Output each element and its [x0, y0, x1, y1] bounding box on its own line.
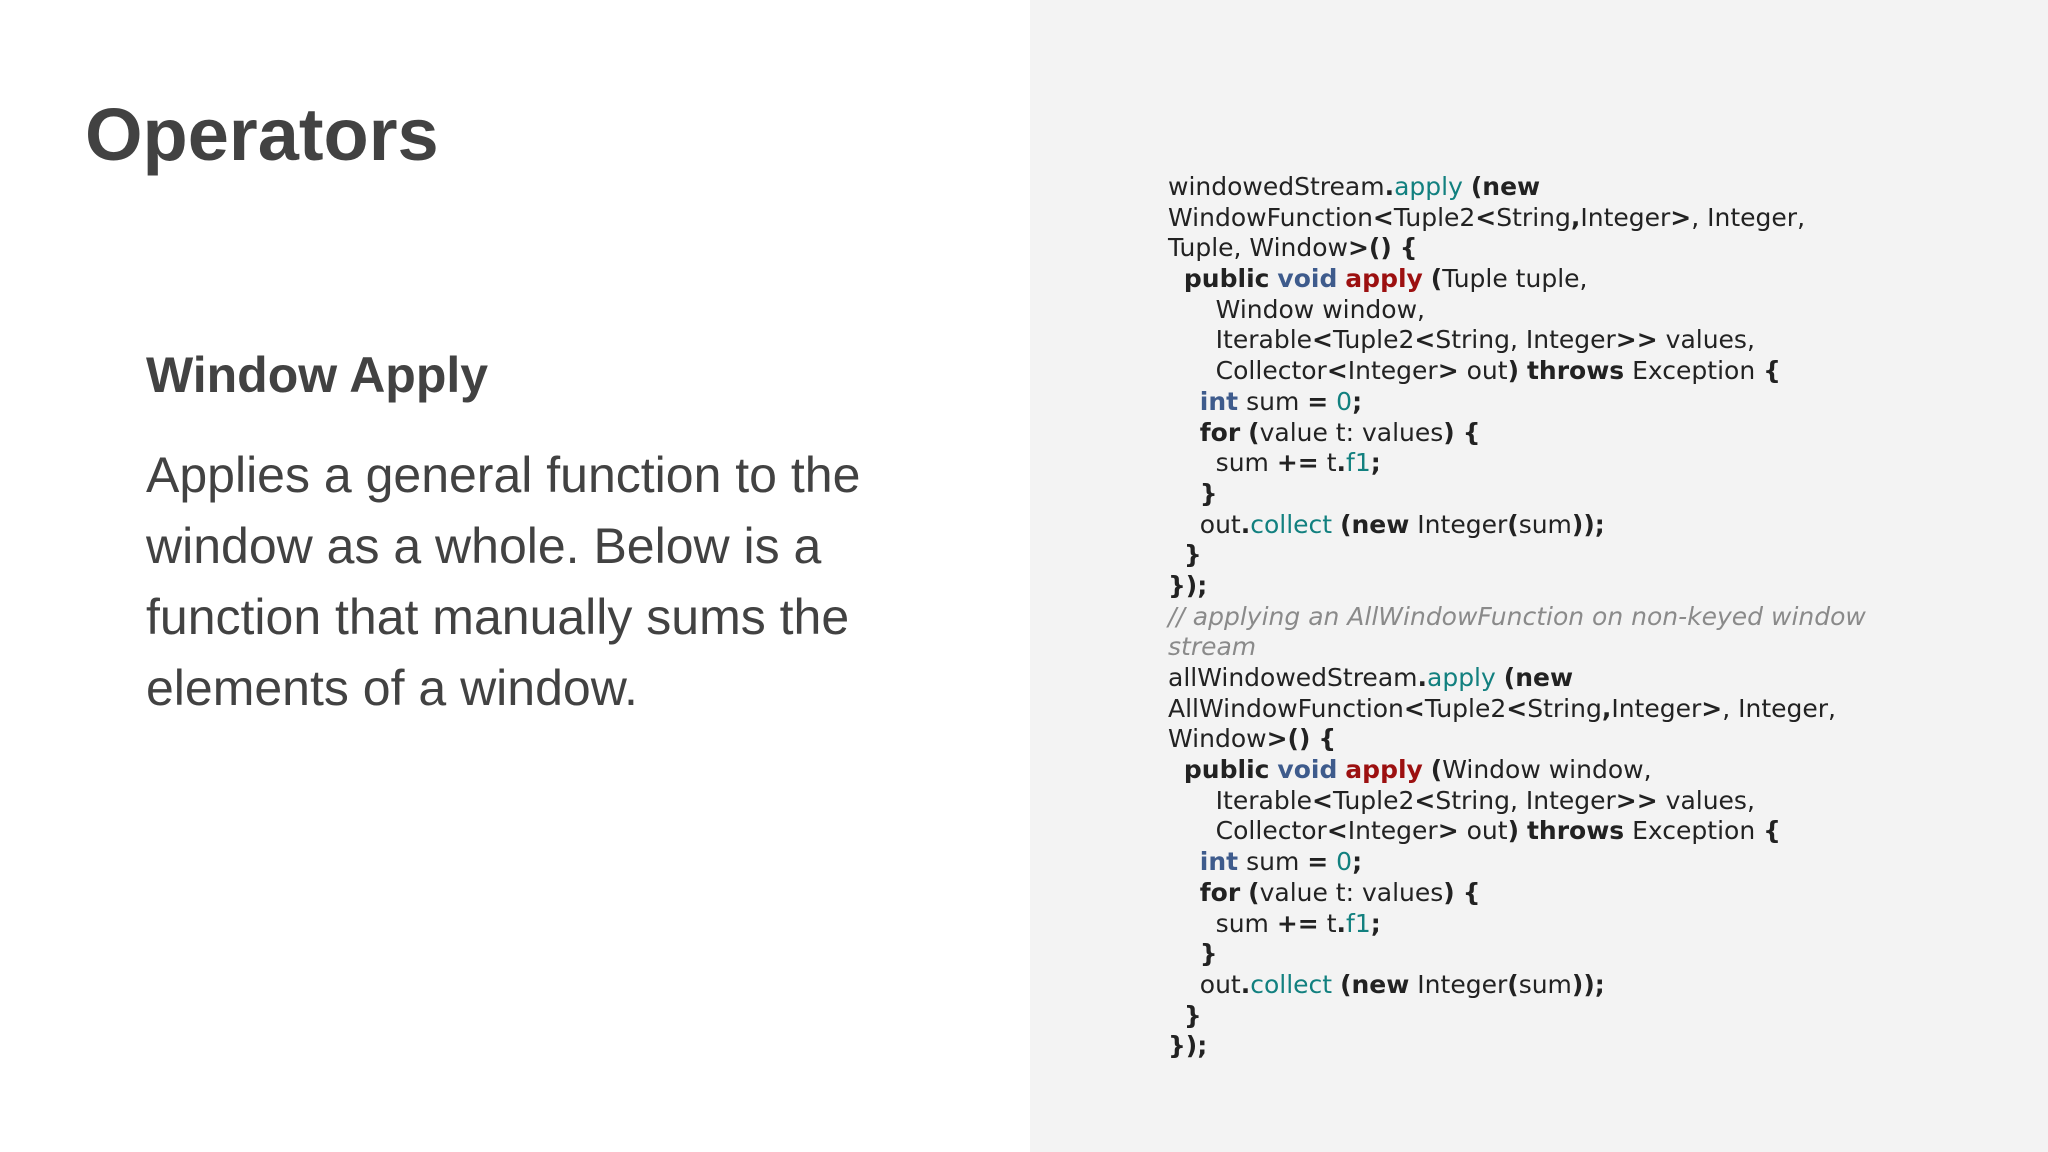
code-token: +=: [1276, 448, 1319, 478]
code-token: apply: [1427, 663, 1496, 692]
code-token: (: [1430, 264, 1443, 294]
code-token: [1519, 356, 1527, 385]
code-token: apply: [1345, 264, 1423, 294]
code-line: [1168, 264, 1958, 295]
code-token: Tuple2: [1332, 325, 1415, 355]
code-line: [1168, 356, 1958, 387]
code-token: throws: [1526, 356, 1625, 386]
code-line: [1168, 540, 1958, 571]
code-token: [1332, 970, 1340, 999]
code-token: (: [1470, 172, 1483, 201]
code-token: Window window,: [1442, 755, 1652, 785]
code-token: value t: values: [1259, 417, 1444, 447]
code-token: throws: [1526, 816, 1625, 846]
code-token: [1328, 387, 1336, 416]
code-token: String: [1527, 693, 1602, 723]
code-token: new: [1351, 509, 1410, 539]
code-token: .: [1336, 908, 1347, 938]
code-token: new: [1482, 172, 1541, 201]
code-token: [1168, 418, 1200, 447]
code-line: [1168, 632, 1958, 663]
code-token: out: [1458, 356, 1508, 386]
code-token: t: [1318, 908, 1337, 938]
code-token: [1455, 878, 1463, 907]
code-block: [1168, 172, 1958, 1062]
code-token: (: [1248, 877, 1260, 907]
slide-body-text: Applies a general function to the window as a whole. Below is a function that manually sums the elements of a window.: [146, 447, 861, 716]
code-token: public: [1183, 264, 1270, 294]
code-line: [1168, 418, 1958, 449]
code-token: for: [1199, 417, 1241, 447]
code-token: <: [1506, 693, 1528, 723]
code-token: t: [1318, 448, 1337, 478]
code-token: collect: [1250, 509, 1333, 539]
code-token: [1332, 510, 1340, 539]
code-token: <: [1312, 325, 1333, 355]
code-token: Tuple2: [1393, 202, 1476, 232]
code-token: sum: [1238, 386, 1308, 416]
code-token: Exception: [1624, 816, 1764, 846]
code-line: [1168, 1001, 1958, 1032]
code-token: Window window,: [1168, 294, 1425, 324]
code-token: <: [1414, 325, 1436, 355]
code-token: [1240, 878, 1248, 907]
code-token: >: [1701, 693, 1723, 723]
code-token: .: [1384, 172, 1395, 201]
code-token: }: [1183, 540, 1202, 570]
code-token: {: [1318, 724, 1337, 754]
code-token: , Integer,: [1722, 693, 1837, 723]
code-token: new: [1515, 663, 1574, 692]
code-token: <: [1403, 693, 1425, 723]
code-line: [1168, 233, 1958, 264]
code-token: Collector: [1168, 356, 1327, 386]
code-token: (: [1507, 969, 1519, 999]
code-token: >>: [1615, 325, 1658, 355]
code-token: <: [1372, 202, 1394, 232]
code-token: 0: [1336, 386, 1353, 416]
code-line: [1168, 970, 1958, 1001]
code-token: [1423, 755, 1431, 784]
code-token: Tuple tuple,: [1442, 264, 1588, 294]
code-line: [1168, 724, 1958, 755]
code-token: .: [1336, 448, 1347, 478]
code-token: ,: [1570, 202, 1581, 232]
code-token: <: [1312, 785, 1333, 815]
code-token: >>: [1615, 785, 1658, 815]
code-token: new: [1351, 969, 1410, 999]
code-token: });: [1168, 570, 1208, 600]
code-token: Collector: [1168, 816, 1327, 846]
code-token: }: [1199, 478, 1218, 508]
code-token: void: [1277, 264, 1338, 294]
code-token: <: [1326, 816, 1348, 846]
code-line: [1168, 816, 1958, 847]
code-token: out: [1458, 816, 1508, 846]
code-token: (: [1340, 969, 1352, 999]
code-token: value t: values: [1259, 877, 1444, 907]
code-line: [1168, 939, 1958, 970]
code-token: .: [1417, 663, 1427, 692]
code-token: stream: [1168, 632, 1257, 662]
code-token: Integer: [1409, 969, 1508, 999]
code-token: <: [1475, 202, 1497, 232]
code-token: Exception: [1624, 356, 1764, 386]
code-token: +=: [1276, 908, 1319, 938]
code-token: [1423, 264, 1431, 293]
code-token: Integer: [1611, 693, 1702, 723]
code-line: [1168, 1031, 1958, 1062]
code-line: [1168, 786, 1958, 817]
code-token: [1168, 479, 1200, 508]
code-token: (: [1503, 663, 1516, 692]
code-token: Window: [1168, 724, 1267, 754]
code-token: .: [1240, 509, 1251, 539]
code-token: ): [1443, 417, 1455, 447]
code-line: [1168, 755, 1958, 786]
code-token: {: [1399, 233, 1418, 263]
code-token: [1392, 233, 1400, 262]
code-token: String, Integer: [1435, 325, 1616, 355]
code-token: Iterable: [1168, 785, 1313, 815]
code-token: sum: [1168, 908, 1277, 938]
code-token: ;: [1352, 386, 1363, 416]
code-token: ): [1507, 816, 1519, 846]
code-token: Integer: [1409, 509, 1508, 539]
code-token: ));: [1571, 509, 1605, 539]
code-token: >: [1670, 202, 1692, 232]
code-token: [1168, 939, 1200, 968]
code-token: ));: [1571, 969, 1605, 999]
code-line: [1168, 203, 1958, 234]
code-token: {: [1763, 356, 1781, 386]
code-token: Tuple2: [1424, 693, 1507, 723]
code-token: void: [1277, 755, 1338, 785]
code-token: out: [1168, 509, 1241, 539]
code-token: collect: [1250, 969, 1333, 999]
code-token: for: [1199, 877, 1241, 907]
code-token: {: [1462, 877, 1481, 907]
code-token: }: [1183, 1000, 1202, 1030]
code-token: sum: [1168, 448, 1277, 478]
code-token: f1: [1346, 908, 1371, 938]
code-token: sum: [1238, 847, 1308, 877]
code-token: >: [1437, 816, 1459, 846]
code-token: ;: [1370, 448, 1381, 478]
code-line: [1168, 325, 1958, 356]
code-token: apply: [1345, 755, 1423, 785]
code-token: [1168, 847, 1200, 876]
code-token: <: [1414, 785, 1436, 815]
code-token: String: [1496, 202, 1571, 232]
code-token: (: [1340, 509, 1352, 539]
code-token: [1328, 847, 1336, 876]
code-line: [1168, 878, 1958, 909]
code-token: apply: [1394, 172, 1463, 201]
slide-title: Operators: [85, 93, 439, 176]
code-token: [1168, 264, 1184, 293]
code-token: f1: [1346, 448, 1371, 478]
code-token: [1168, 1001, 1184, 1030]
code-token: ): [1507, 356, 1519, 386]
code-token: =: [1307, 386, 1329, 416]
code-token: String, Integer: [1435, 785, 1616, 815]
code-line: [1168, 448, 1958, 479]
code-line: [1168, 510, 1958, 541]
code-token: >(): [1347, 233, 1392, 263]
code-line: [1168, 602, 1958, 633]
code-line: [1168, 571, 1958, 602]
code-token: [1168, 387, 1200, 416]
code-token: [1168, 755, 1184, 784]
code-token: [1496, 663, 1504, 692]
code-token: Integer: [1347, 816, 1438, 846]
code-line: [1168, 295, 1958, 326]
code-token: int: [1199, 847, 1239, 877]
code-token: 0: [1336, 847, 1353, 877]
code-token: (: [1248, 417, 1260, 447]
code-token: values,: [1657, 325, 1755, 355]
code-token: Iterable: [1168, 325, 1313, 355]
code-token: >(): [1266, 724, 1311, 754]
code-token: windowedStream: [1168, 172, 1385, 201]
code-token: ;: [1352, 847, 1363, 877]
code-line: [1168, 172, 1958, 203]
code-token: values,: [1657, 785, 1755, 815]
code-token: out: [1168, 969, 1241, 999]
code-token: [1168, 540, 1184, 569]
code-token: (: [1430, 755, 1443, 785]
code-token: >: [1437, 356, 1459, 386]
code-token: [1240, 418, 1248, 447]
code-token: {: [1462, 417, 1481, 447]
code-token: Integer: [1347, 356, 1438, 386]
code-token: ;: [1370, 908, 1381, 938]
code-token: sum: [1518, 969, 1572, 999]
code-token: allWindowedStream: [1168, 663, 1418, 692]
code-token: =: [1307, 847, 1329, 877]
code-line: [1168, 387, 1958, 418]
code-token: [1455, 418, 1463, 447]
code-token: [1463, 172, 1471, 201]
code-token: .: [1240, 969, 1251, 999]
code-token: (: [1507, 509, 1519, 539]
code-token: }: [1199, 939, 1218, 969]
code-token: });: [1168, 1031, 1208, 1061]
code-token: int: [1199, 386, 1239, 416]
code-token: <: [1326, 356, 1348, 386]
code-token: Integer: [1580, 202, 1671, 232]
code-line: [1168, 663, 1958, 694]
code-line: [1168, 909, 1958, 940]
code-token: Tuple2: [1332, 785, 1415, 815]
code-token: AllWindowFunction: [1168, 693, 1404, 723]
code-token: WindowFunction: [1168, 202, 1373, 232]
code-token: {: [1763, 816, 1781, 846]
code-line: [1168, 479, 1958, 510]
code-token: ): [1443, 877, 1455, 907]
code-token: ,: [1601, 693, 1612, 723]
code-line: [1168, 847, 1958, 878]
code-token: // applying an AllWindowFunction on non-keyed window: [1168, 601, 1866, 631]
code-token: public: [1183, 755, 1270, 785]
code-token: Tuple, Window: [1168, 233, 1348, 263]
code-token: [1168, 878, 1200, 907]
slide-subtitle: Window Apply: [146, 347, 489, 403]
code-token: sum: [1518, 509, 1572, 539]
code-token: , Integer,: [1691, 202, 1806, 232]
code-token: [1519, 816, 1527, 845]
code-line: [1168, 694, 1958, 725]
